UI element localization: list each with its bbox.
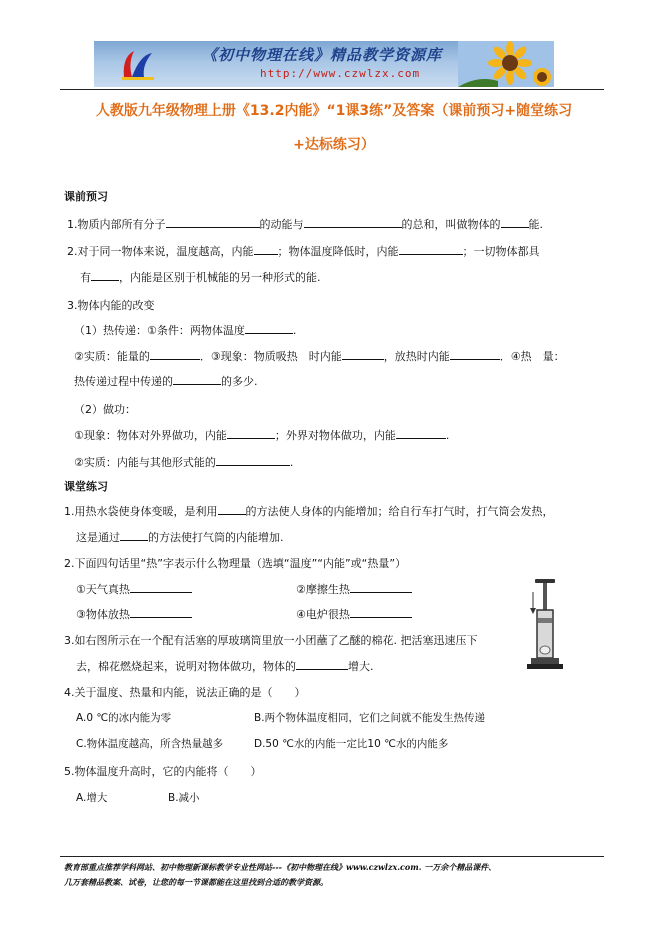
question-5-option-a: A.增大 xyxy=(76,792,108,804)
answer-blank xyxy=(150,349,200,360)
footer-line-1: 教育部重点推荐学科网站、初中物理新课标教学专业性网站---《初中物理在线》www.czwlzx.com. 一万余个精品课件、 xyxy=(64,862,497,872)
classwork-question-5: 5.物体温度升高时，它的内能将（ ） xyxy=(64,765,262,778)
footer-rule xyxy=(60,856,604,857)
answer-blank xyxy=(304,217,402,228)
banner-url: http://www.czwlzx.com xyxy=(260,67,421,80)
banner-title: 《初中物理在线》精品教学资源库 xyxy=(202,46,443,64)
classwork-question-3: 3.如右图所示在一个配有活塞的厚玻璃筒里放一小团蘸了乙醚的棉花. 把活塞迅速压下 xyxy=(64,634,478,647)
preview-question-2-cont: 有 ，内能是区别于机械能的另一种形式的能. xyxy=(80,271,321,284)
question-4-option-c: C.物体温度越高，所含热量越多 xyxy=(76,738,224,750)
answer-blank xyxy=(342,349,384,360)
preview-question-3-work: （2）做功： xyxy=(74,403,136,416)
site-logo-icon xyxy=(118,47,158,83)
answer-blank xyxy=(350,607,412,618)
answer-blank xyxy=(218,504,246,515)
classwork-question-2-item-2: ②摩擦生热 xyxy=(296,581,412,597)
answer-blank xyxy=(450,349,500,360)
answer-blank xyxy=(130,582,192,593)
answer-blank xyxy=(130,607,192,618)
answer-blank xyxy=(296,659,348,670)
sunflower-image xyxy=(458,41,554,87)
classwork-question-2-item-1: ①天气真热 xyxy=(76,581,192,597)
classwork-question-4: 4.关于温度、热量和内能，说法正确的是（ ） xyxy=(64,686,306,699)
preview-question-3-heat: 热传递过程中传递的 的多少. xyxy=(74,375,258,388)
answer-blank xyxy=(399,244,463,255)
piston-cylinder-figure xyxy=(527,578,563,670)
document-title-line2: +达标练习） xyxy=(293,137,375,153)
preview-question-2: 2.对于同一物体来说，温度越高，内能 ；物体温度降低时，内能 ；一切物体都具 xyxy=(67,245,540,258)
preview-question-3: 3.物体内能的改变 xyxy=(67,299,155,312)
answer-blank xyxy=(245,323,293,334)
answer-blank xyxy=(227,428,275,439)
answer-blank xyxy=(166,217,260,228)
classwork-question-2: 2.下面四句话里“热”字表示什么物理量（选填“温度”“内能”或“热量”） xyxy=(64,557,407,570)
question-4-option-a: A.0 ℃的冰内能为零 xyxy=(76,712,172,724)
classwork-question-3-cont: 去，棉花燃烧起来，说明对物体做功，物体的 增大. xyxy=(76,660,374,673)
preview-question-3-work-essence: ②实质：内能与其他形式能的 . xyxy=(74,456,294,469)
section-heading-preview: 课前预习 xyxy=(64,190,108,203)
classwork-question-1-cont: 这是通过 的方法使打气筒的内能增加. xyxy=(76,531,284,544)
footer-line-2: 几万套精品教案、试卷，让您的每一节课都能在这里找到合适的教学资源。 xyxy=(64,877,328,887)
header-banner xyxy=(94,41,554,87)
answer-blank xyxy=(91,270,119,281)
document-title-line1: 人教版九年级物理上册《13.2内能》“1课3练”及答案（课前预习+随堂练习 xyxy=(95,103,573,119)
header-rule xyxy=(60,89,604,90)
preview-question-1: 1.物质内部所有分子 的动能与 的总和，叫做物体的 能. xyxy=(67,218,543,231)
classwork-question-1: 1.用热水袋使身体变暖，是利用 的方法使人身体的内能增加；给自行车打气时，打气筒会发热， xyxy=(64,505,554,518)
question-5-option-b: B.减小 xyxy=(168,792,200,804)
answer-blank xyxy=(501,217,529,228)
section-heading-classwork: 课堂练习 xyxy=(64,480,108,493)
question-4-option-b: B.两个物体温度相同，它们之间就不能发生热传递 xyxy=(254,712,486,724)
classwork-question-2-item-4: ④电炉很热 xyxy=(296,606,412,622)
preview-question-3-essence: ②实质：能量的 ．③现象：物质吸热 时内能 ，放热时内能 ．④热 量： xyxy=(74,350,565,363)
answer-blank xyxy=(173,374,221,385)
document-title xyxy=(58,94,610,162)
answer-blank xyxy=(254,244,278,255)
answer-blank xyxy=(216,455,290,466)
answer-blank xyxy=(350,582,412,593)
question-4-option-d: D.50 ℃水的内能一定比10 ℃水的内能多 xyxy=(254,738,449,750)
answer-blank xyxy=(120,530,148,541)
preview-question-3-work-phenomenon: ①现象：物体对外界做功，内能 ；外界对物体做功，内能 . xyxy=(74,429,450,442)
preview-question-3-heat-transfer: （1）热传递：①条件：两物体温度 . xyxy=(74,324,297,337)
classwork-question-2-item-3: ③物体放热 xyxy=(76,606,192,622)
answer-blank xyxy=(396,428,446,439)
